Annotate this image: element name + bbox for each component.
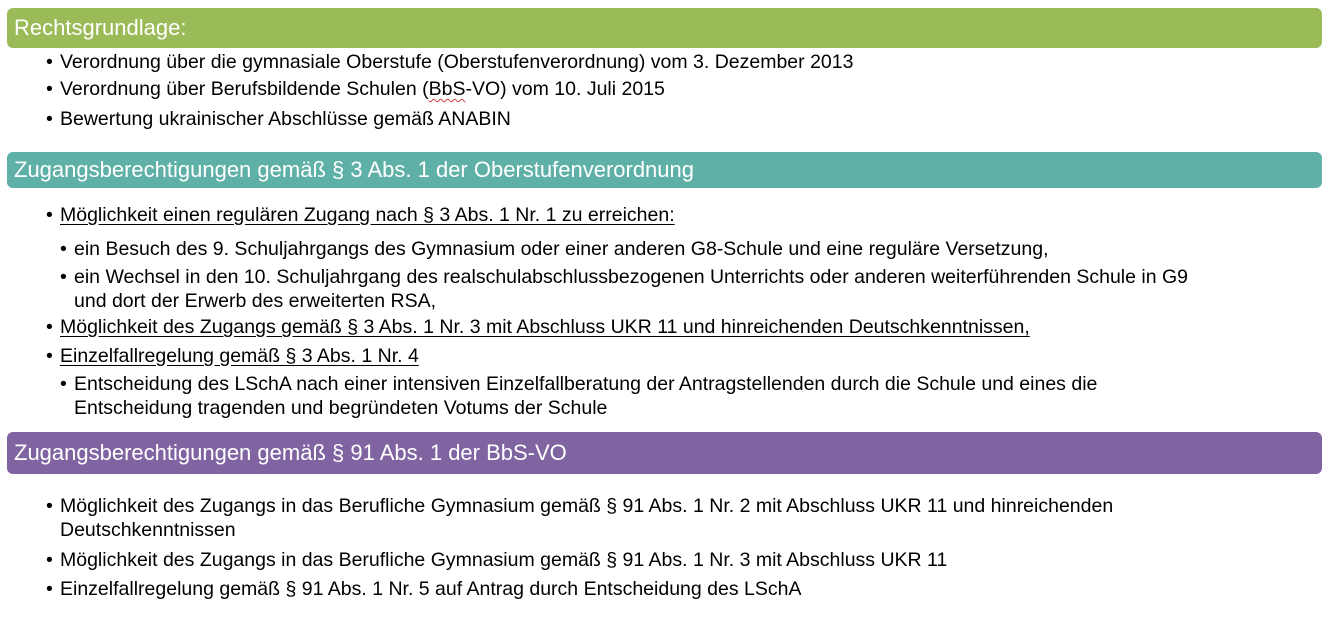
section-header-rechtsgrundlage	[7, 8, 1322, 48]
section-header-bbs-vo	[7, 432, 1322, 474]
bullet-icon: •	[60, 373, 67, 395]
bullet-icon: •	[60, 238, 67, 260]
bullet-icon: •	[46, 495, 53, 517]
spellcheck-marked-word: BbS	[428, 78, 466, 100]
bullet-icon: •	[60, 266, 67, 288]
section-title: Rechtsgrundlage:	[14, 15, 187, 40]
section-title: Zugangsberechtigungen gemäß § 91 Abs. 1 der BbS-VO	[14, 440, 567, 465]
bullet-icon: •	[46, 51, 53, 73]
bullet-icon: •	[46, 549, 53, 571]
bullet-icon: •	[46, 78, 53, 100]
bullet-icon: •	[46, 345, 53, 367]
bullet-icon: •	[46, 578, 53, 600]
bullet-icon: •	[46, 108, 53, 130]
bullet-icon: •	[46, 204, 53, 226]
bullet-icon: •	[46, 316, 53, 338]
section-title: Zugangsberechtigungen gemäß § 3 Abs. 1 der Oberstufenverordnung	[14, 157, 695, 182]
section-header-oberstufenverordnung	[7, 152, 1322, 188]
